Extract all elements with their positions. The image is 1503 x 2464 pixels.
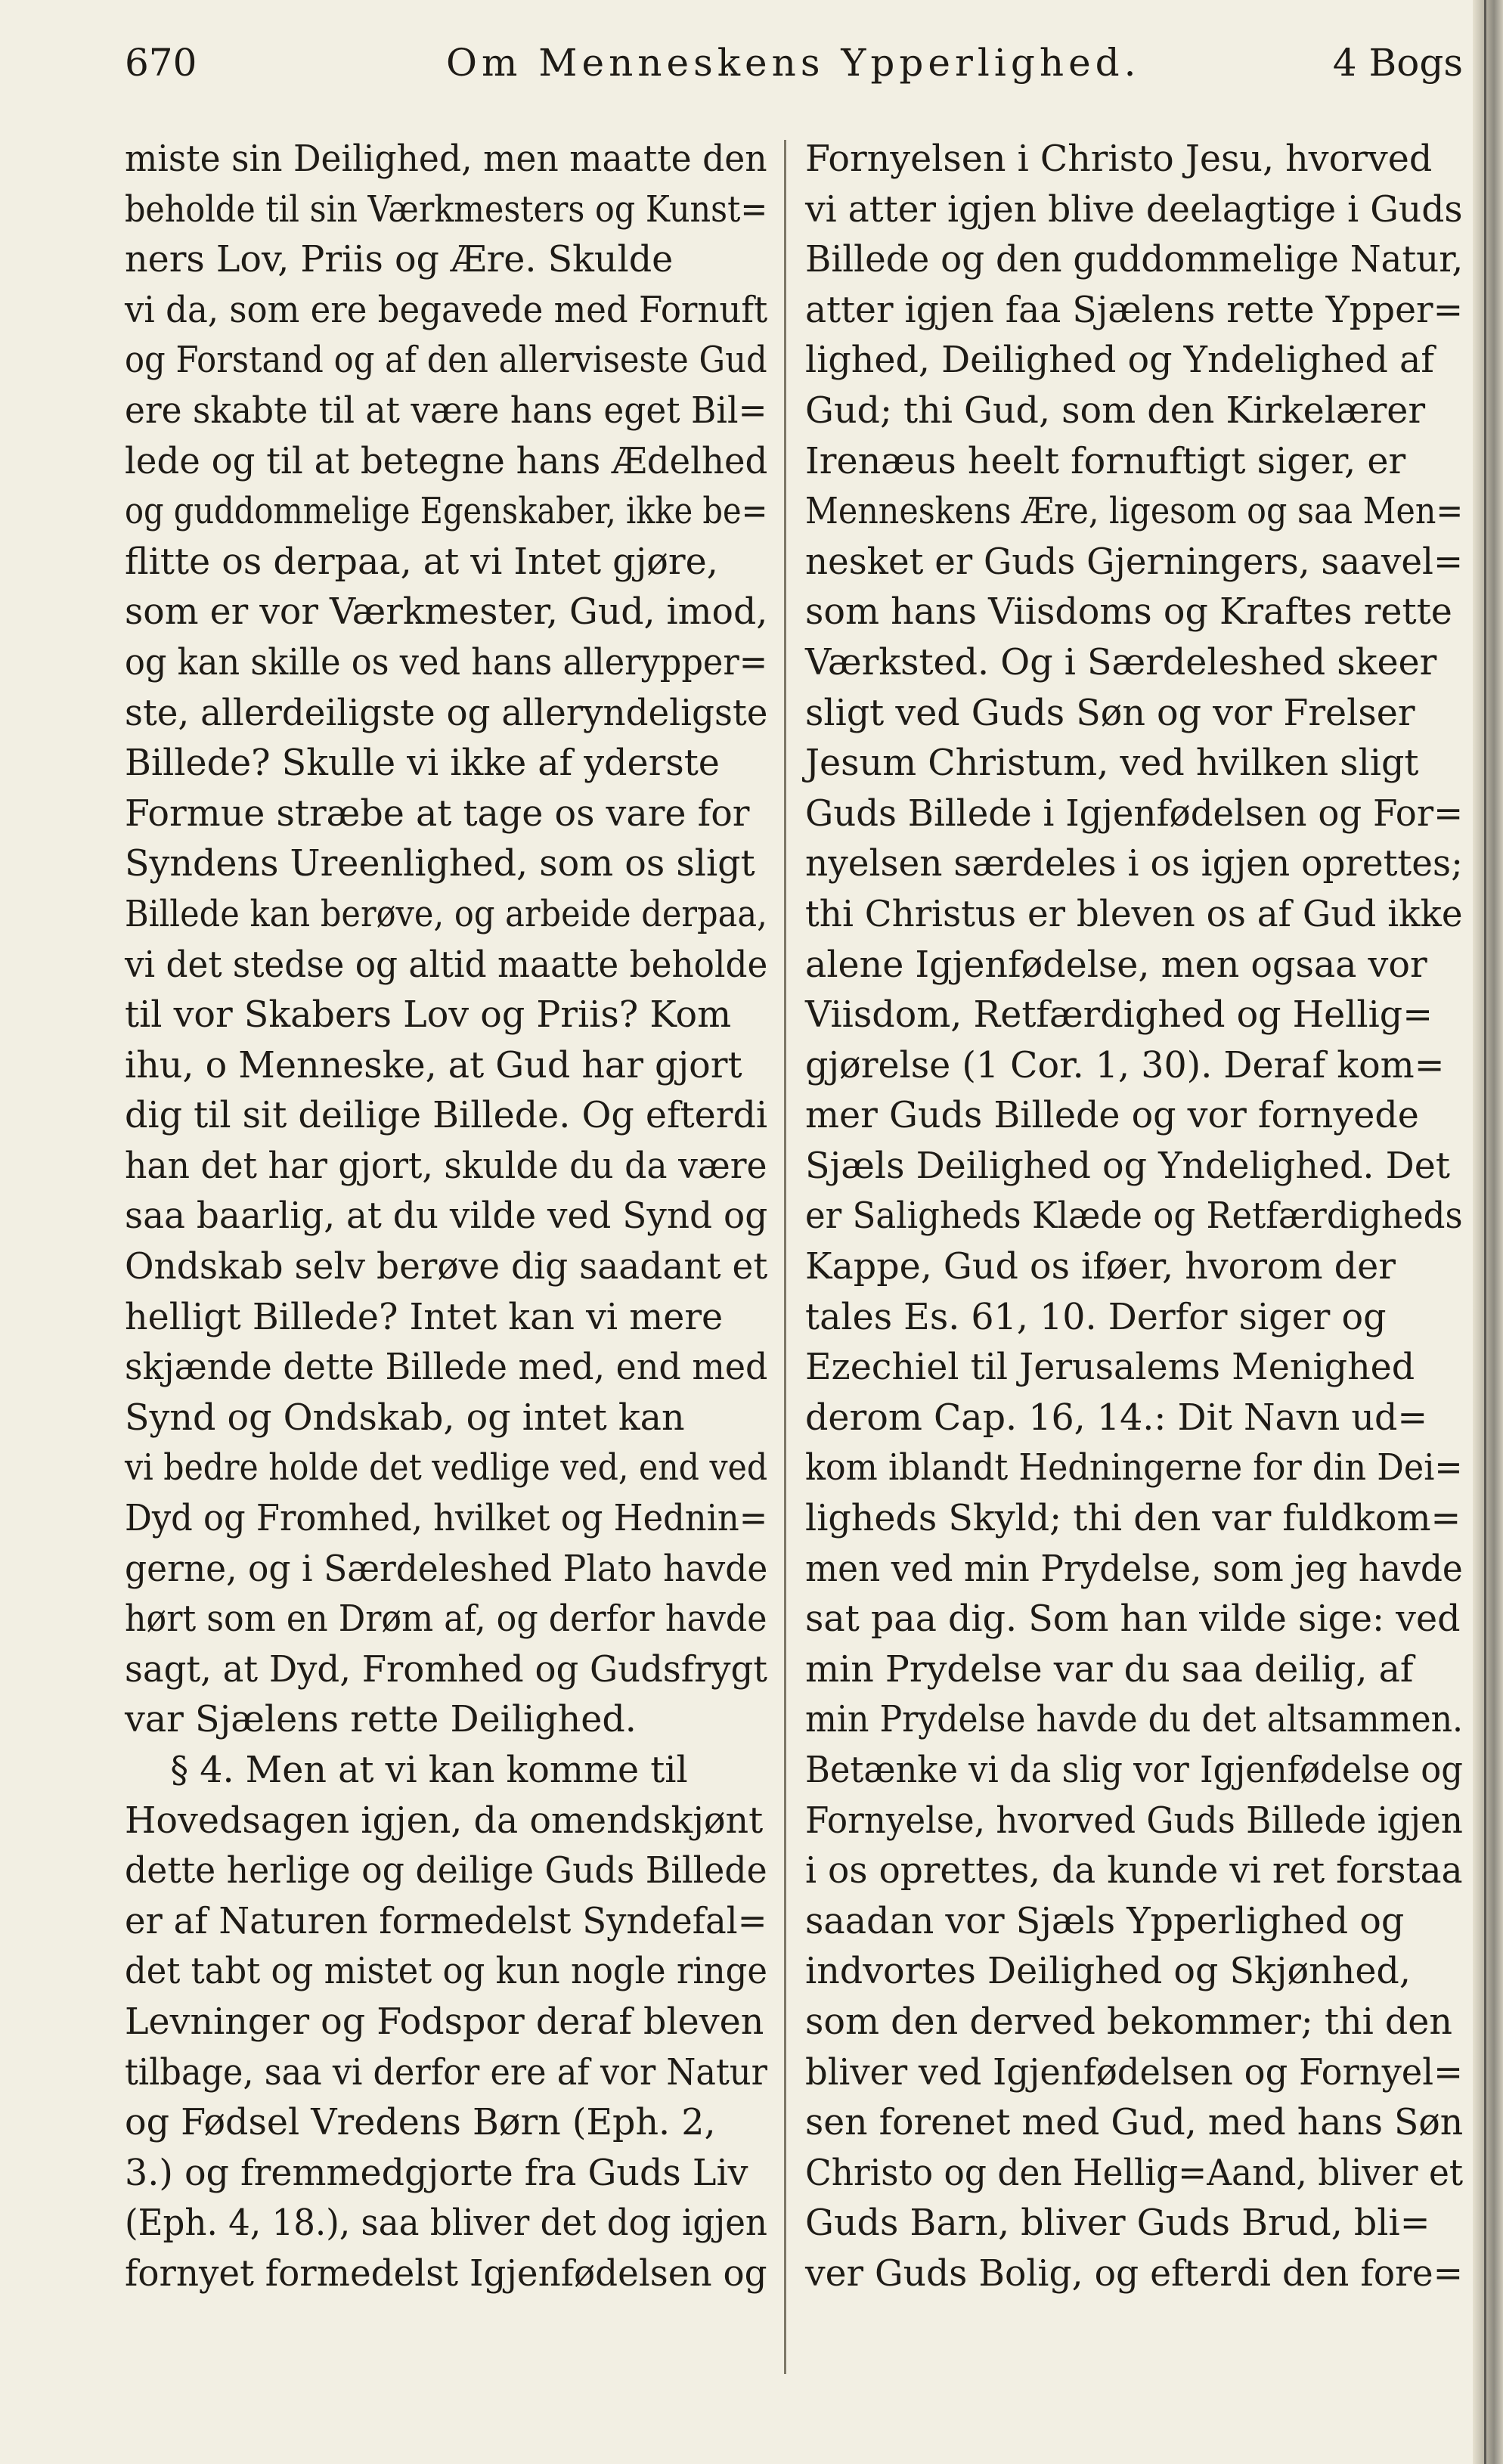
column-divider bbox=[784, 140, 786, 2374]
text-line: ver Guds Bolig, og efterdi den fore= bbox=[805, 2252, 1464, 2295]
text-line: beholde til sin Værkmesters og Kunst= bbox=[125, 188, 768, 231]
text-line: bliver ved Igjenfødelsen og Fornyel= bbox=[805, 2051, 1463, 2094]
text-line: Værksted. Og i Særdeleshed skeer bbox=[805, 641, 1437, 683]
text-line: og kan skille os ved hans allerypper= bbox=[125, 641, 768, 683]
text-line: Gud; thi Gud, som den Kirkelærer bbox=[805, 389, 1426, 432]
text-line: Guds Barn, bliver Guds Brud, bli= bbox=[805, 2202, 1430, 2245]
text-line: Kappe, Gud os iføer, hvorom der bbox=[805, 1246, 1396, 1288]
text-line: ste, allerdeiligste og alleryndeligste bbox=[125, 692, 768, 734]
text-line: og Forstand og af den allerviseste Gud bbox=[125, 339, 767, 382]
left-column bbox=[125, 135, 767, 2300]
text-line: sligt ved Guds Søn og vor Frelser bbox=[805, 692, 1415, 734]
text-line: er Saligheds Klæde og Retfærdigheds bbox=[805, 1195, 1463, 1238]
text-line: Billede? Skulle vi ikke af yderste bbox=[125, 742, 720, 785]
text-line: gerne, og i Særdeleshed Plato havde bbox=[125, 1548, 768, 1590]
text-line: Synd og Ondskab, og intet kan bbox=[125, 1396, 685, 1439]
text-line: det tabt og mistet og kun nogle ringe bbox=[125, 1951, 767, 1993]
text-line: Viisdom, Retfærdighed og Hellig= bbox=[805, 994, 1433, 1037]
text-line: min Prydelse var du saa deilig, af bbox=[805, 1648, 1414, 1691]
text-line: hørt som en Drøm af, og derfor havde bbox=[125, 1598, 767, 1641]
text-line: mer Guds Billede og vor fornyede bbox=[805, 1095, 1419, 1137]
text-line: nyelsen særdeles i os igjen oprettes; bbox=[805, 843, 1463, 885]
text-line: saa baarlig, at du vilde ved Synd og bbox=[125, 1195, 768, 1238]
text-line: Ondskab selv berøve dig saadant et bbox=[125, 1246, 768, 1288]
text-line: ligheds Skyld; thi den var fuldkom= bbox=[805, 1498, 1461, 1540]
text-line: lighed, Deilighed og Yndelighed af bbox=[805, 339, 1434, 382]
text-line: Menneskens Ære, ligesom og saa Men= bbox=[805, 491, 1464, 533]
text-line: (Eph. 4, 18.), saa bliver det dog igjen bbox=[125, 2202, 767, 2245]
text-line: miste sin Deilighed, men maatte den bbox=[125, 138, 767, 180]
text-line: flitte os derpaa, at vi Intet gjøre, bbox=[125, 541, 718, 583]
text-line: Syndens Ureenlighed, som os sligt bbox=[125, 843, 755, 885]
text-line: i os oprettes, da kunde vi ret forstaa bbox=[805, 1850, 1463, 1892]
binding-line bbox=[1484, 0, 1486, 2464]
text-line: men ved min Prydelse, som jeg havde bbox=[805, 1548, 1463, 1590]
text-line: alene Igjenfødelse, men ogsaa vor bbox=[805, 944, 1427, 986]
text-line: Fornyelsen i Christo Jesu, hvorved bbox=[805, 138, 1433, 180]
text-line: kom iblandt Hedningerne for din Dei= bbox=[805, 1447, 1463, 1489]
text-line: Levninger og Fodspor deraf bleven bbox=[125, 2001, 764, 2043]
text-line: Formue stræbe at tage os vare for bbox=[125, 792, 750, 835]
text-line: var Sjælens rette Deilighed. bbox=[125, 1699, 637, 1741]
text-line: Irenæus heelt fornuftigt siger, er bbox=[805, 440, 1406, 482]
page-number: 670 bbox=[125, 41, 197, 85]
text-line: lede og til at betegne hans Ædelhed bbox=[125, 440, 768, 482]
text-line: helligt Billede? Intet kan vi mere bbox=[125, 1296, 724, 1338]
text-line: som den derved bekommer; thi den bbox=[805, 2001, 1452, 2043]
text-line: fornyet formedelst Igjenfødelsen og bbox=[125, 2252, 767, 2295]
text-line: atter igjen faa Sjælens rette Ypper= bbox=[805, 289, 1464, 331]
text-line: Ezechiel til Jerusalems Menighed bbox=[805, 1347, 1415, 1389]
text-line: som hans Viisdoms og Kraftes rette bbox=[805, 591, 1452, 634]
text-line: sen forenet med Gud, med hans Søn bbox=[805, 2102, 1464, 2144]
text-line: vi da, som ere begavede med Fornuft bbox=[125, 289, 768, 331]
text-line: Christo og den Hellig=Aand, bliver et bbox=[805, 2152, 1464, 2194]
text-line: ere skabte til at være hans eget Bil= bbox=[125, 389, 767, 432]
text-line: derom Cap. 16, 14.: Dit Navn ud= bbox=[805, 1396, 1428, 1439]
text-line: tales Es. 61, 10. Derfor siger og bbox=[805, 1296, 1387, 1338]
text-line: og guddommelige Egenskaber, ikke be= bbox=[125, 491, 768, 533]
text-line: Guds Billede i Igjenfødelsen og For= bbox=[805, 792, 1464, 835]
text-line: Dyd og Fromhed, hvilket og Hednin= bbox=[125, 1498, 768, 1540]
text-line: vi atter igjen blive deelagtige i Guds bbox=[805, 188, 1463, 231]
page-edge bbox=[1473, 0, 1503, 2464]
text-line: nesket er Guds Gjerningers, saavel= bbox=[805, 541, 1464, 583]
text-line: Jesum Christum, ved hvilken sligt bbox=[805, 742, 1419, 785]
text-line: ihu, o Menneske, at Gud har gjort bbox=[125, 1044, 742, 1086]
text-line: min Prydelse havde du det altsammen. bbox=[805, 1699, 1464, 1741]
text-line: er af Naturen formedelst Syndefal= bbox=[125, 1900, 767, 1942]
text-line: dette herlige og deilige Guds Billede bbox=[125, 1850, 767, 1892]
page-header bbox=[125, 36, 1463, 97]
text-line: dig til sit deilige Billede. Og efterdi bbox=[125, 1095, 768, 1137]
text-line: tilbage, saa vi derfor ere af vor Natur bbox=[125, 2051, 767, 2094]
book-reference: 4 Bogs bbox=[1332, 41, 1463, 85]
text-line: Billede kan berøve, og arbeide derpaa, bbox=[125, 893, 767, 935]
text-line: og Fødsel Vredens Børn (Eph. 2, bbox=[125, 2102, 716, 2144]
text-line: indvortes Deilighed og Skjønhed, bbox=[805, 1951, 1411, 1993]
text-line: ners Lov, Priis og Ære. Skulde bbox=[125, 239, 674, 281]
text-line: saadan vor Sjæls Ypperlighed og bbox=[805, 1900, 1405, 1942]
text-line: skjænde dette Billede med, end med bbox=[125, 1347, 768, 1389]
text-line: sat paa dig. Som han vilde sige: ved bbox=[805, 1598, 1461, 1641]
text-line: thi Christus er bleven os af Gud ikke bbox=[805, 893, 1463, 935]
text-line: Sjæls Deilighed og Yndelighed. Det bbox=[805, 1145, 1450, 1187]
right-column bbox=[805, 135, 1463, 2300]
text-line: som er vor Værkmester, Gud, imod, bbox=[125, 591, 768, 634]
text-line: vi bedre holde det vedlige ved, end ved bbox=[125, 1447, 768, 1489]
text-line: til vor Skabers Lov og Priis? Kom bbox=[125, 994, 732, 1037]
text-line: § 4. Men at vi kan komme til bbox=[125, 1750, 688, 1791]
text-line: sagt, at Dyd, Fromhed og Gudsfrygt bbox=[125, 1648, 767, 1691]
text-line: han det har gjort, skulde du da være bbox=[125, 1145, 767, 1187]
text-line: 3.) og fremmedgjorte fra Guds Liv bbox=[125, 2152, 748, 2194]
text-line: gjørelse (1 Cor. 1, 30). Deraf kom= bbox=[805, 1044, 1445, 1086]
text-line: Fornyelse, hvorved Guds Billede igjen bbox=[805, 1799, 1463, 1842]
text-line: Betænke vi da slig vor Igjenfødelse og bbox=[805, 1750, 1463, 1791]
running-title: Om Menneskens Ypperlighed. bbox=[446, 41, 1141, 85]
text-line: vi det stedse og altid maatte beholde bbox=[125, 944, 768, 986]
text-line: Billede og den guddommelige Natur, bbox=[805, 239, 1464, 281]
text-line: Hovedsagen igjen, da omendskjønt bbox=[125, 1799, 764, 1842]
